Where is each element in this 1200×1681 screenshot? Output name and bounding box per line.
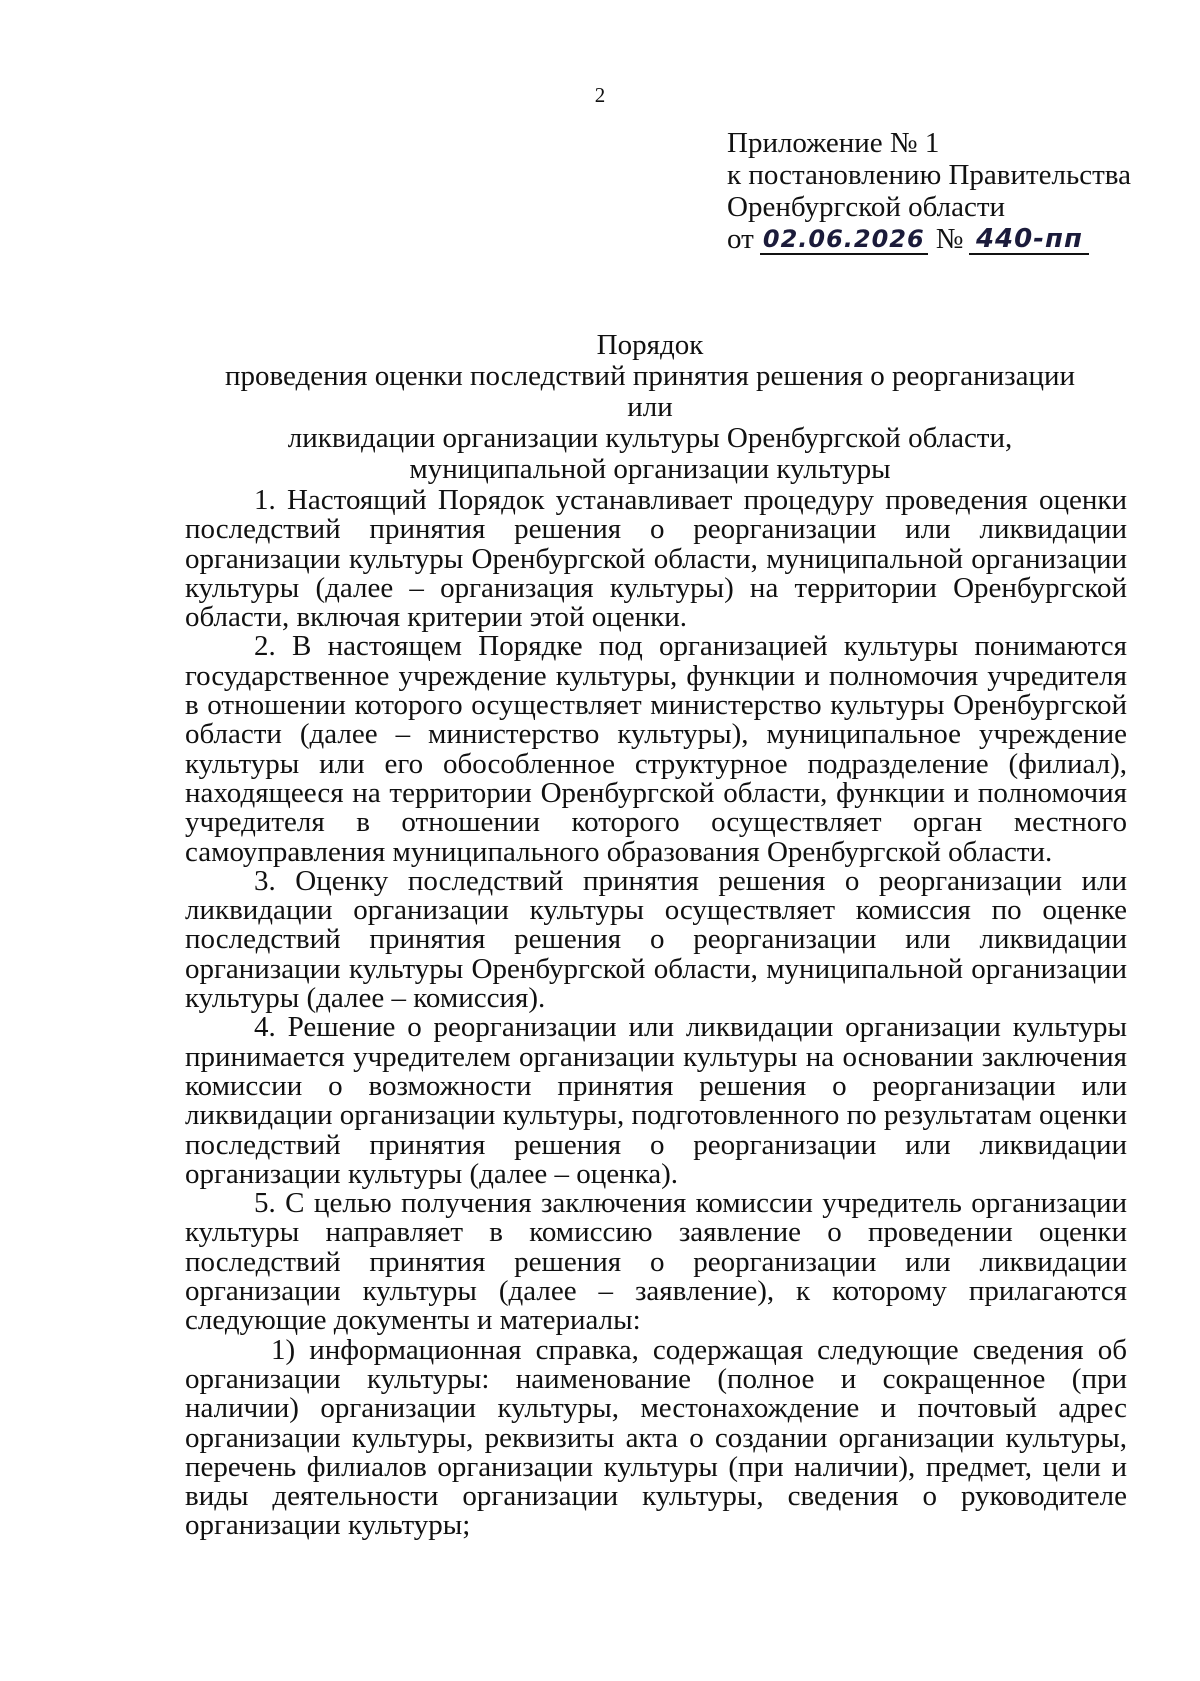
paragraph-3: 3. Оценку последствий принятия решения о реорганизации или ликвидации организации культуры осуществляет комиссия по оценке последствий принятия решения о реорганизации или ликвидации организации культуры Оренбургской области, муниципальной организации культуры (далее – комиссия). xyxy=(185,864,1127,1015)
appendix-reference: к постановлению Правительства xyxy=(727,159,1131,191)
appendix-title: Приложение № 1 xyxy=(727,127,940,159)
paragraph-1: 1. Настоящий Порядок устанавливает процедуру проведения оценки последствий принятия решения о реорганизации или ликвидации организации культуры Оренбургской области, муниципальной организации культуры (далее – организация культуры) на территории Оренбургской области, включая критерии этой оценки. xyxy=(185,484,1127,634)
title-main: Порядок xyxy=(596,329,704,361)
paragraph-4: 4. Решение о реорганизации или ликвидации организации культуры принимается учредителем организации культуры на основании заключения комиссии о возможности принятия решения о реорганизации или ликвидации организации культуры, подготовленного по результатам оценки последствий принятия решения о реорганизации или ликвидации организации культуры (далее – оценка). xyxy=(185,1011,1127,1190)
title-line-1: проведения оценки последствий принятия решения о реорганизации или xyxy=(224,360,1076,423)
document-title xyxy=(200,330,1100,485)
title-line-2: ликвидации организации культуры Оренбургской области, xyxy=(287,422,1013,454)
paragraph-2: 2. В настоящем Порядке под организацией культуры понимаются государственное учреждение культуры, функции и полномочия учредителя в отношении которого осуществляет министерство культуры Оренбургской области (далее – министерство культуры), муниципальное учреждение культуры или его обособленное структурное подразделение (филиал), находящееся на территории Оренбургской области, функции и полномочия учредителя в отношении которого осуществляет орган местного самоуправления муниципального образования Оренбургской области. xyxy=(185,630,1127,868)
document-body xyxy=(185,486,1127,1541)
handwritten-date: 02.06.2026 xyxy=(760,225,928,255)
subitem-1: 1) информационная справка, содержащая следующие сведения об организации культуры: наименование (полное и сокращенное (при наличии) организации культуры, местонахождение и почтовый адрес организации культуры, реквизиты акта о создании организации культуры, перечень филиалов организации культуры (при наличии), предмет, цели и виды деятельности организации культуры, сведения о руководителе организации культуры; xyxy=(185,1333,1127,1542)
page-number: 2 xyxy=(594,83,606,107)
appendix-date-line xyxy=(727,223,1167,255)
date-prefix: от xyxy=(727,223,754,255)
number-sign: № xyxy=(935,223,964,255)
appendix-header xyxy=(727,127,1167,255)
title-line-3: муниципальной организации культуры xyxy=(409,453,891,485)
paragraph-5: 5. С целью получения заключения комиссии учредитель организации культуры направляет в комиссию заявление о проведении оценки последствий принятия решения о реорганизации или ликвидации организации культуры (далее – заявление), к которому прилагаются следующие документы и материалы: xyxy=(185,1187,1127,1337)
handwritten-number: 440-пп xyxy=(969,225,1089,255)
appendix-region: Оренбургской области xyxy=(727,191,1006,223)
